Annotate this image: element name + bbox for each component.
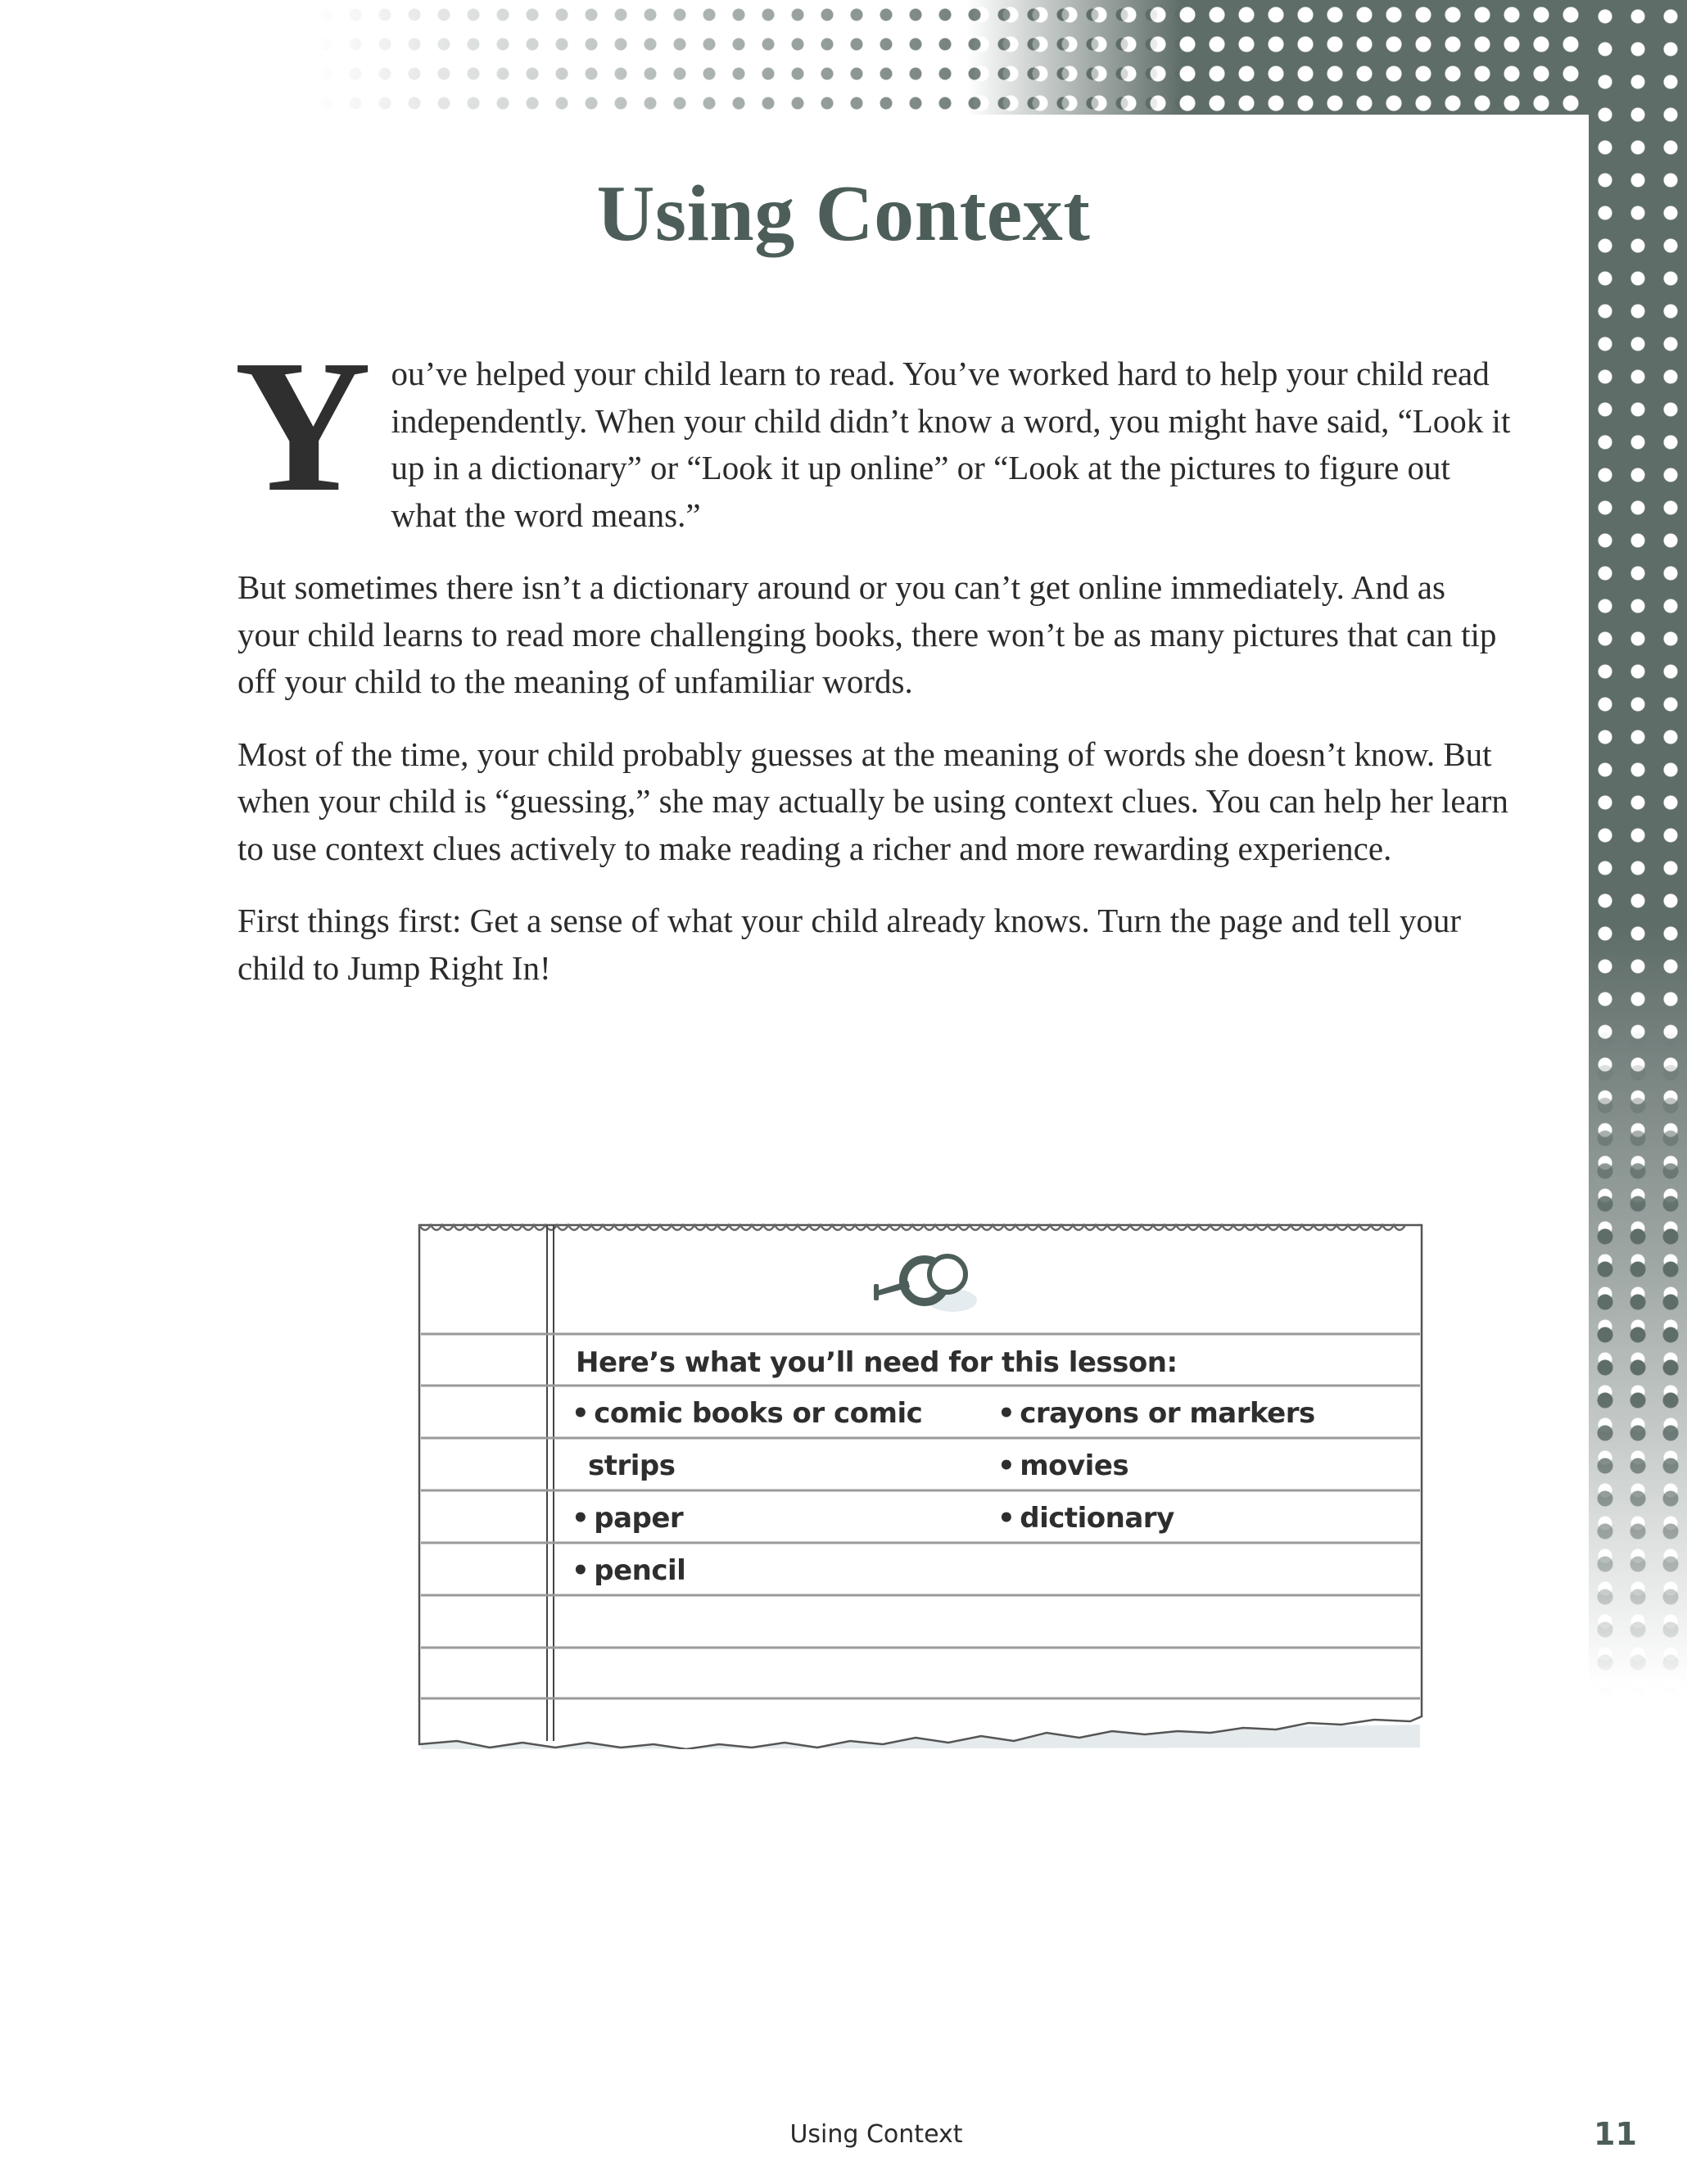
halftone-border-right-fade xyxy=(1589,1024,1687,1695)
page-title: Using Context xyxy=(596,170,1091,258)
intro-paragraph-3: Most of the time, your child probably guesses at the meaning of words she doesn’t know. But when your child is “guessing,” she may actually be using context clues. You can help her learn to use context clues actively to make reading a richer and more rewarding experience. xyxy=(237,735,1508,867)
materials-notebook xyxy=(416,1201,1425,1749)
intro-paragraph-4: First things first: Get a sense of what your child already knows. Turn the page and tell your child to Jump Right In! xyxy=(237,902,1461,987)
intro-paragraph-2: But sometimes there isn’t a dictionary around or you can’t get online immediately. And as your child learns to read more challenging books, there won’t be as many pictures that can tip off your child to the meaning of unfamiliar words. xyxy=(237,568,1497,700)
intro-body xyxy=(234,321,1515,1017)
material-item: • crayons or markers xyxy=(997,1397,1315,1430)
material-item: • pencil xyxy=(572,1554,686,1587)
material-item: • dictionary xyxy=(997,1502,1174,1535)
material-item: • paper xyxy=(572,1502,684,1535)
footer-section-label: Using Context xyxy=(789,2120,963,2149)
intro-paragraph-1: You’ve helped your child learn to read. You’ve worked hard to help your child read independently. When your child didn’t know a word, you might have said, “Look it up in a dictionary” or “Look it up online” or “Look at the pictures to figure out what the word means.” xyxy=(234,321,1511,534)
material-item: • movies xyxy=(997,1449,1129,1482)
materials-heading: Here’s what you’ll need for this lesson: xyxy=(576,1346,1178,1379)
page-number: 11 xyxy=(1594,2116,1637,2152)
dropcap-letter: Y xyxy=(234,321,372,531)
material-item-continuation: strips xyxy=(588,1449,676,1482)
halftone-border-top-dense xyxy=(966,0,1687,115)
material-item: • comic books or comic xyxy=(572,1397,923,1430)
pushpin-icon xyxy=(871,1243,985,1317)
